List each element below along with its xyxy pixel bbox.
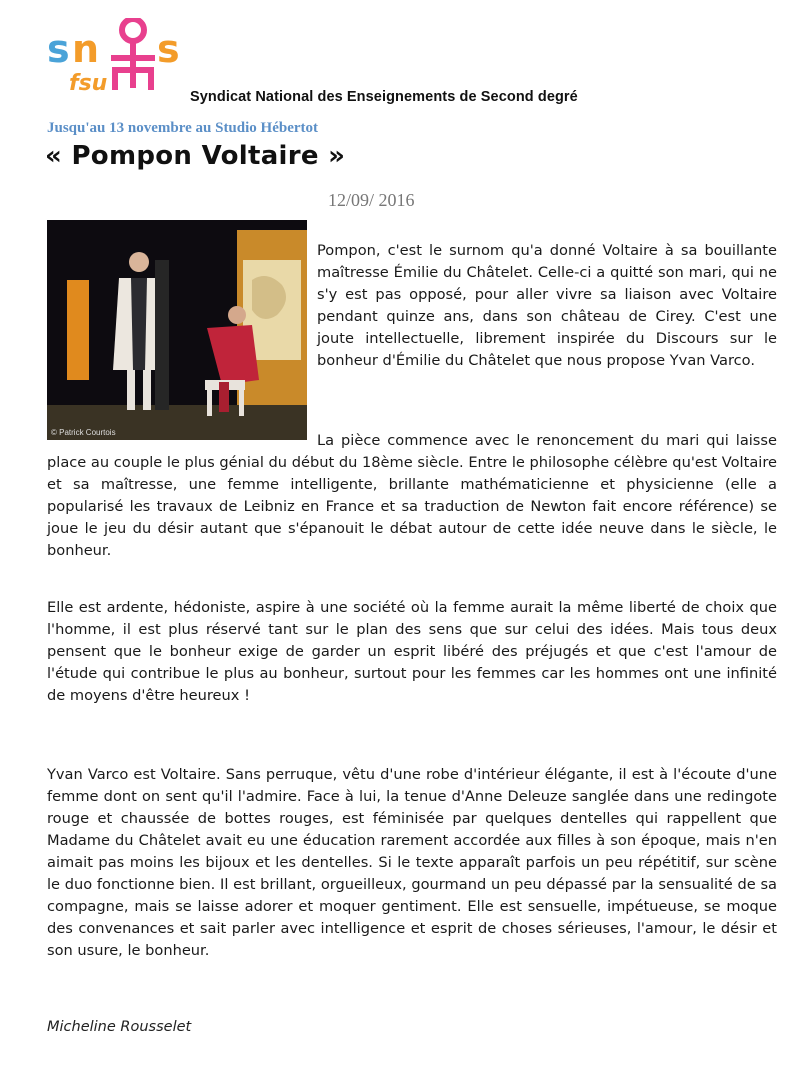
chair-leg-left [207, 388, 212, 416]
snes-fsu-logo-graphic [45, 18, 195, 108]
logo-snes-n: n [72, 27, 100, 71]
chair-leg-right [239, 388, 244, 416]
paragraph-themes: Elle est ardente, hédoniste, aspire à une société où la femme aurait la même liberté de choix que l'homme, il est plus réservé tant sur le plan des sens que sur celui des idées. Mais tous deux pensent que le bonheur exige de garder un esprit libéré des préjugés et que c'est l'amour de l'étude qui contribue le plus au bonheur, surtout pour les femmes car les hommes ont une infinité de moyens d'être heureux ! [47, 599, 777, 704]
article-date: 12/09/ 2016 [328, 190, 415, 210]
snes-fsu-logo [45, 18, 195, 108]
logo-fsu: fsu [69, 71, 108, 96]
emilie-head [228, 306, 246, 324]
voltaire-leg-left [127, 370, 135, 410]
logo-snes-s: s [47, 27, 70, 71]
emilie-boots [219, 382, 229, 412]
logo-figure-head [122, 19, 144, 41]
paragraph-intro: Pompon, c'est le surnom qu'a donné Voltaire à sa bouillante maîtresse Émilie du Châtelet. Celle-ci a quitté son mari, qui ne s'y est pas opposé, pour aller vivre sa liaison avec Voltaire pendant quinze ans, dans son château de Cirey. C'est une joute intellectuelle, librement inspirée du Discours sur le bonheur d'Émilie du Châtelet que nous propose Yvan Varco. [317, 242, 777, 369]
stage-photo [47, 220, 307, 440]
logo-figure-body [111, 43, 155, 90]
organization-name: Syndicat National des Enseignements de Second degré [190, 89, 578, 105]
easel [155, 260, 169, 410]
kicker-line: Jusqu'au 13 novembre au Studio Hébertot [47, 120, 319, 136]
author-signature: Micheline Rousselet [47, 1019, 192, 1035]
voltaire-head [129, 252, 149, 272]
logo-snes-s2: s [157, 27, 180, 71]
article-title: « Pompon Voltaire » [45, 141, 346, 171]
orange-drape [67, 280, 89, 380]
voltaire-robe-trim [131, 278, 147, 370]
paragraph-cast: Yvan Varco est Voltaire. Sans perruque, vêtu d'une robe d'intérieur élégante, il est à l'écoute d'une femme dont on sent qu'il l'admire. Face à lui, la tenue d'Anne Deleuze sanglée dans une redingote rouge et chaussée de bottes rouges, est féminisée par quelques dentelles qui rappellent que Madame du Châtelet avait eu une éducation rarement accordée aux filles à son époque, mais n'en aimait pas moins les bijoux et les dentelles. Si le texte apparaît parfois un peu répétitif, sur scène le duo fonctionne bien. Il est brillant, orgueilleux, gourmand un peu dépassé par la sensualité de sa compagne, mais se laisse adorer et moquer gentiment. Elle est sensuelle, impétueuse, se moque des convenances et sait parler avec intelligence et esprit de choses sérieuses, l'amour, le désir et son usure, le bonheur. [47, 766, 777, 959]
paragraph-plot: La pièce commence avec le renoncement du mari qui laisse place au couple le plus génial du début du 18ème siècle. Entre le philosophe célèbre qu'est Voltaire et sa maîtresse, une femme intelligente, brillante mathématicienne et physicienne (elle a popularisé les travaux de Leibniz en France et sa traduction de Newton fait encore référence) se joue le jeu du désir autant que s'épanouit le débat autour de cette idée neuve dans le siècle, le bonheur. [47, 432, 777, 559]
photo-credit: © Patrick Courtois [51, 428, 116, 437]
stage-photo-graphic [47, 220, 307, 440]
voltaire-leg-right [143, 370, 151, 410]
